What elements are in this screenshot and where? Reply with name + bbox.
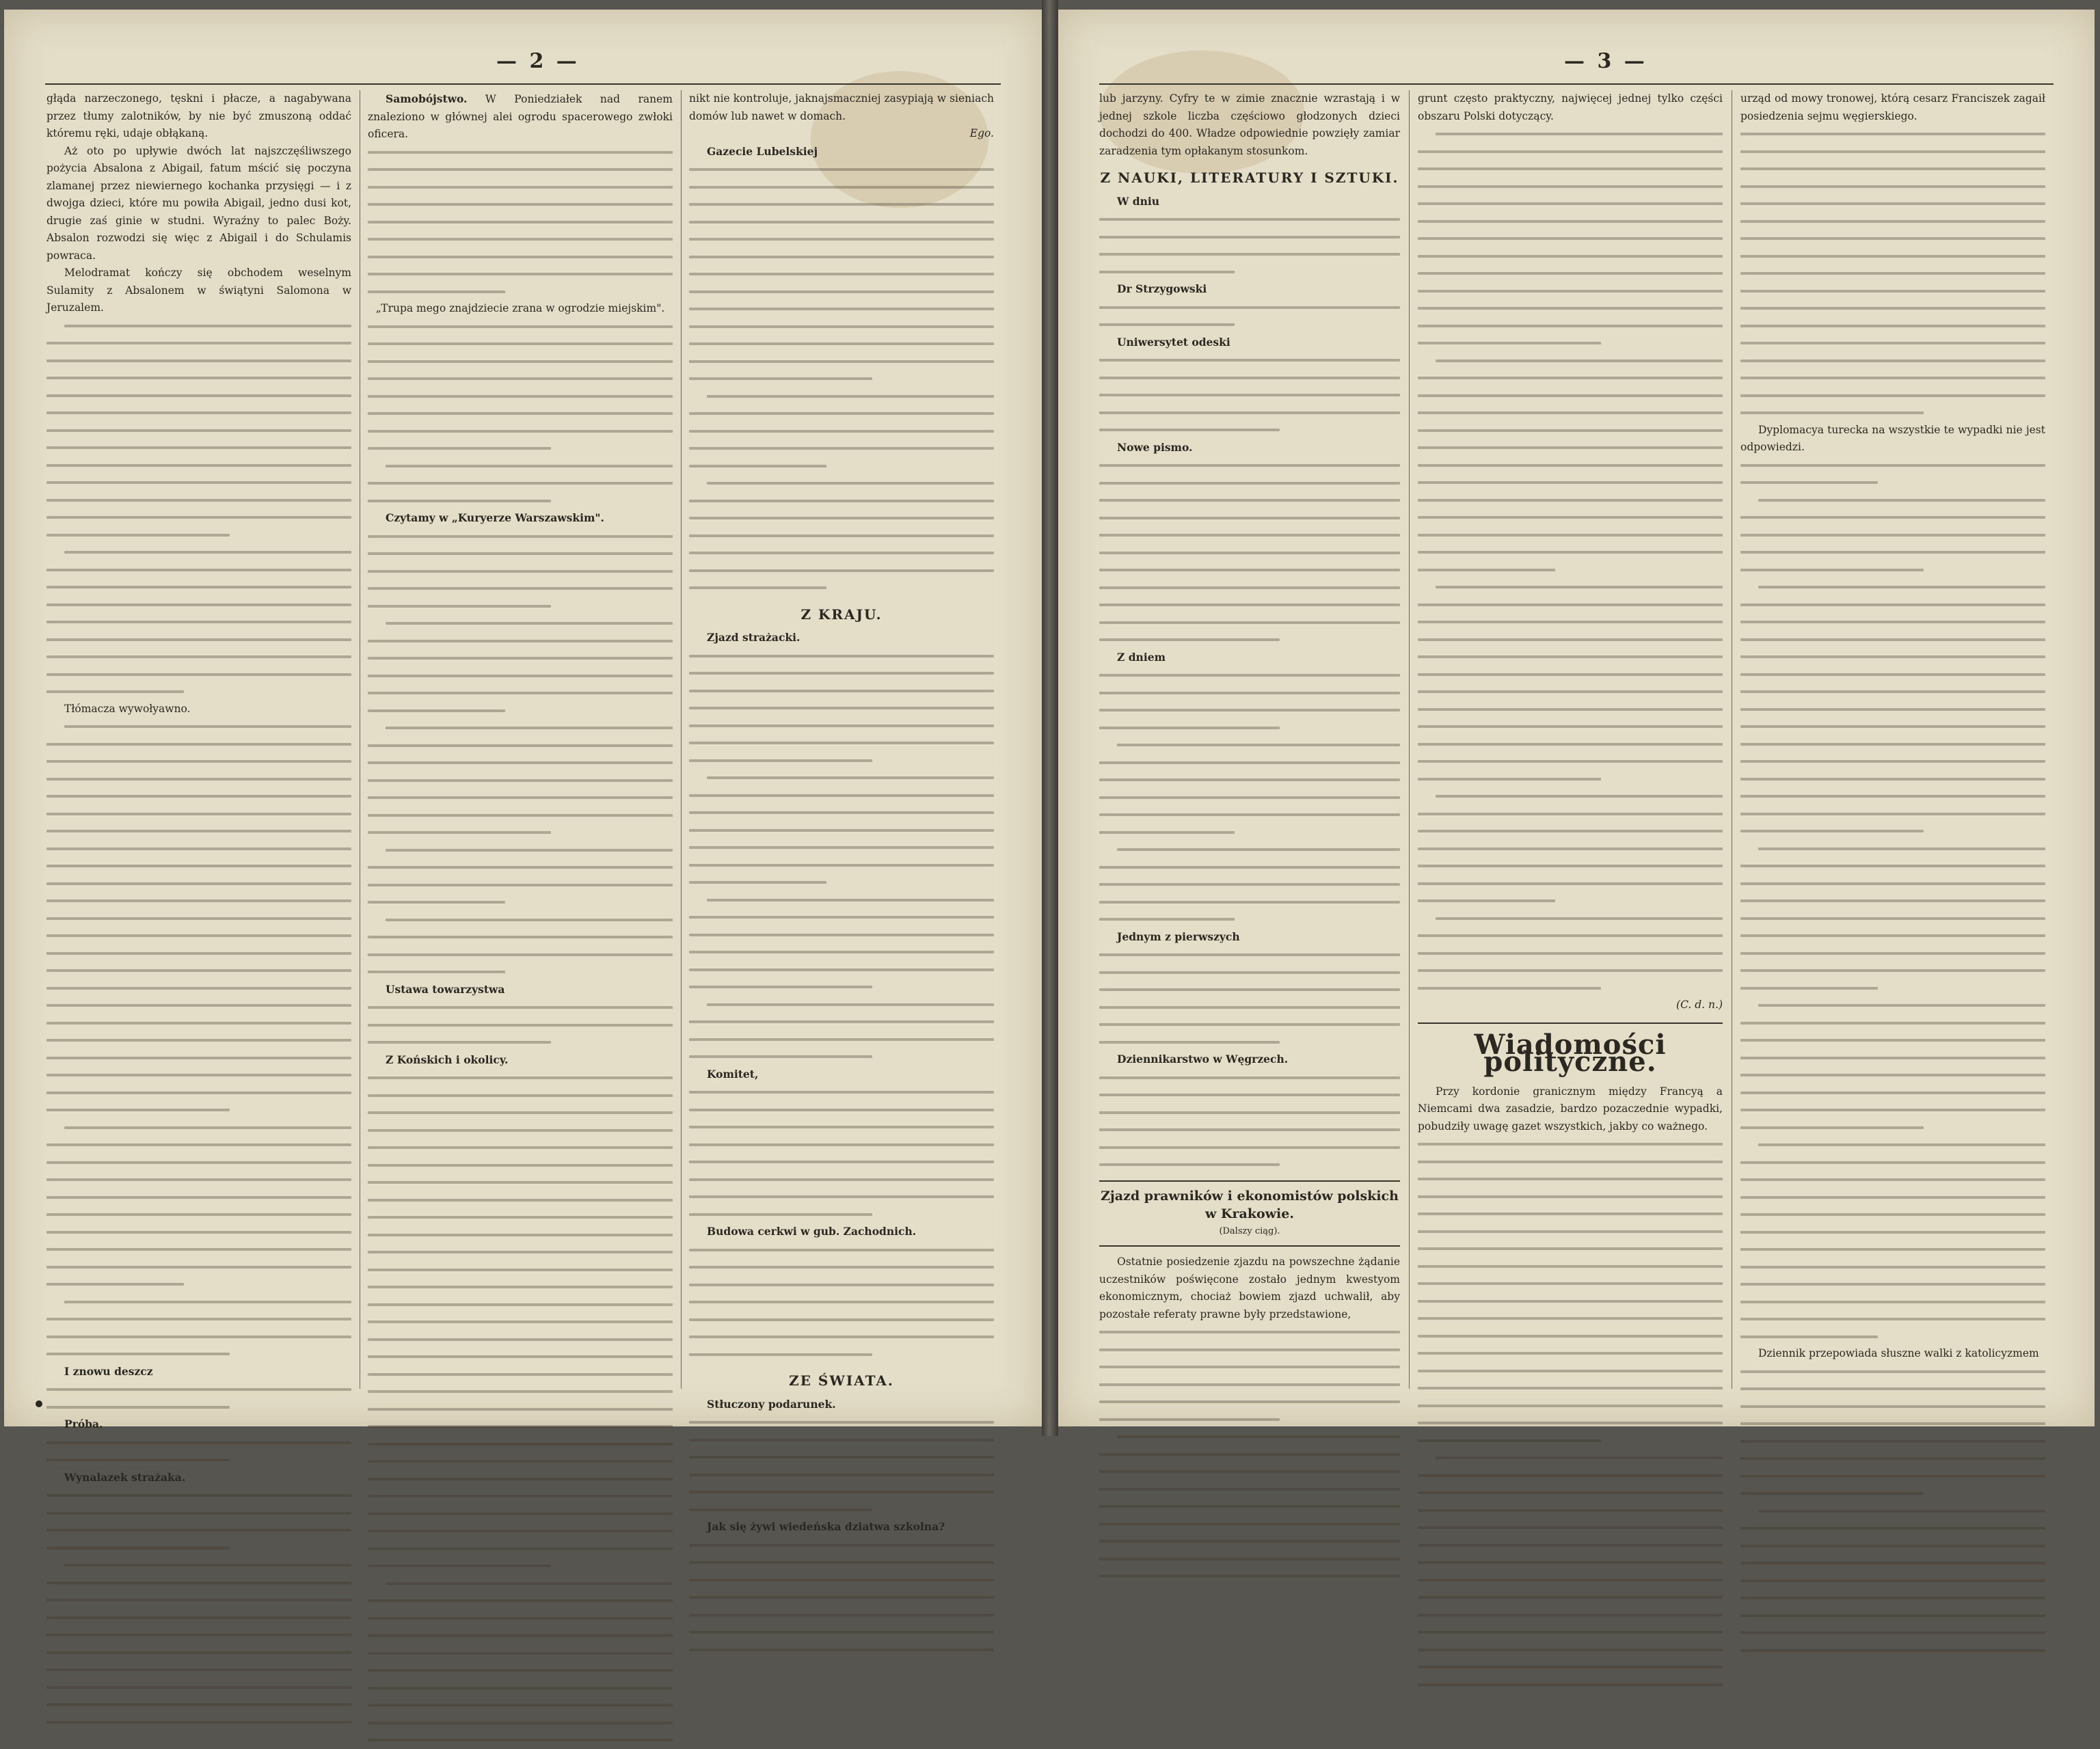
article-heading: Budowa cerkwi w gub. Zachodnich. [707,1225,917,1238]
column-2 [1418,90,1723,1693]
article-heading: Dr Strzygowski [1117,282,1207,295]
page-number-3: — 3 — [1564,49,1647,73]
article-heading: Ustawa towarzystwa [386,982,505,996]
book-spine [1042,0,1058,1436]
article-text: Przy kordonie granicznym między Francyą a Niemcami dwa zasadzie, bardzo pozaczednie wypadki, pobudziły uwagę gazet wszystkich, jakby co ważnego. [1418,1085,1723,1133]
article-quote: „Trupa mego znajdziecie zrana w ogrodzie miejskim". [375,302,665,314]
article-heading: Z dniem [1117,650,1166,664]
article-heading: I znowu deszcz [64,1364,153,1378]
article-text: Dziennik przepowiada słuszne walki z katolicyzmem [1758,1347,2039,1359]
article-subtitle: (Dalszy ciąg). [1219,1225,1280,1236]
column-1 [1099,90,1400,1585]
column-1 [46,90,351,1731]
section-heading-swiata: ZE ŚWIATA. [789,1372,894,1389]
article-heading: Komitet, [707,1067,759,1081]
article-heading: W dniu [1117,194,1160,208]
article-text: nikt nie kontroluje, jaknajsmaczniej zasypiają w sieniach domów lub nawet w domach. [689,92,994,122]
column-2 [368,90,673,1749]
article-heading: Jednym z pierwszych [1117,930,1240,943]
header-rule [45,83,1001,85]
article-heading: Z Końskich i okolicy. [386,1053,509,1066]
ink-dot [36,1400,42,1407]
article-heading: Stłuczony podarunek. [707,1397,836,1411]
article-heading: Dziennikarstwo w Węgrzech. [1117,1053,1289,1066]
article-heading: Uniwersytet odeski [1117,335,1230,349]
article-heading: Wynalazek strażaka. [64,1470,186,1484]
article-text: głąda narzeczonego, tęskni i płacze, a nagabywana przez tłumy zalotników, by nie być zmuszoną oddać któremu ręki, udaje obłąkaną. [46,92,351,139]
article-title-box [1099,1180,1400,1247]
column-3 [1740,90,2045,1659]
article-text: urząd od mowy tronowej, którą cesarz Franciszek zagaił posiedzenia sejmu węgierskiego. [1740,92,2045,122]
article-text: grunt często praktyczny, najwięcej jednej tylko części obszaru Polski dotyczący. [1418,92,1723,122]
article-heading: Czytamy w „Kuryerze Warszawskim". [386,511,604,524]
column-rule [681,90,682,1389]
column-3 [689,90,994,1658]
article-text: Melodramat kończy się obchodem weselnym Sulamity z Absalonem w świątyni Salomona w Jeruzalem. [46,267,351,314]
section-title-politics: Wiadomości polityczne. [1474,1028,1667,1078]
article-text: Dyplomacya turecka na wszystkie te wypadki nie jest odpowiedzi. [1740,423,2045,453]
article-text: Aż oto po upływie dwóch lat najszczęśliwszego pożycia Absalona z Abigail, fatum mścić się poczyna zlamanej przez niewiernego kochanka przysięgi — i z dwojga dzieci, które mu powiła Abigail, jedno dusi kot, drugie zaś ginie w studni. Wyraźny to palec Boży. Absalon rozwodzi się więc z Abigail i do Schulamis powraca. [46,144,351,262]
page-number-2: — 2 — [496,49,580,73]
section-heading-nauki: Z NAUKI, LITERATURY I SZTUKI. [1100,170,1399,186]
signature: Ego. [969,127,994,139]
article-heading: Nowe pismo. [1117,440,1193,454]
page-3 [1058,10,2095,1426]
article-heading: Próba. [64,1418,103,1431]
section-heading-kraju: Z KRAJU. [800,606,883,623]
article-heading: Gazecie Lubelskiej [707,144,818,158]
signature: (C. d. n.) [1676,999,1723,1011]
article-text: Samobójstwo. W Poniedziałek nad ranem znaleziono w głównej alei ogrodu spacerowego zwłoki oficera. [368,92,673,140]
article-heading: Zjazd strażacki. [707,631,800,644]
column-rule [1409,90,1410,1389]
article-heading: Tłómacza wywołyawno. [64,702,191,715]
article-title: Zjazd prawników i ekonomistów polskich w Krakowie. [1101,1188,1399,1221]
page-2 [4,10,1042,1533]
header-rule [1099,83,2054,85]
section-rule [1418,1022,1723,1024]
article-heading: Jak się żywi wiedeńska dziatwa szkolna? [707,1520,945,1533]
article-text: lub jarzyny. Cyfry te w zimie znacznie wzrastają i w jednej szkole liczba częściowo głodzonych dzieci dochodzi do 400. Władze odpowiednie powzięły zamiar zaradzenia tym opłakanym stosunkom. [1099,92,1400,157]
article-text: Ostatnie posiedzenie zjazdu na powszechne żądanie uczestników poświęcone zostało jednym kwestyom ekonomicznym, chociaż bowiem zjazd uchwalił, aby pozostałe referaty prawne były przedstawione, [1099,1256,1400,1320]
